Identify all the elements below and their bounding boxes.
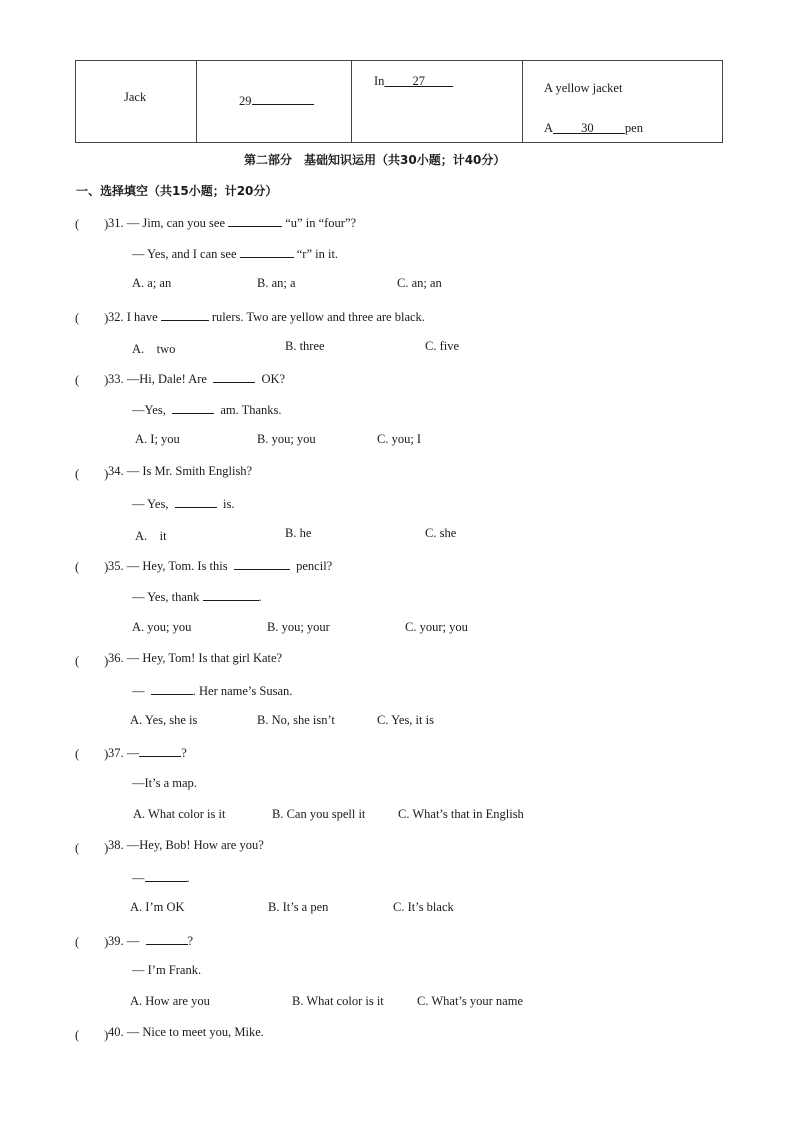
section-title: 一、选择填空（共15小题；计20分） <box>76 184 278 198</box>
question-stem: 36. — Hey, Tom! Is that girl Kate? <box>108 651 283 665</box>
option-a: A. How are you <box>130 994 210 1008</box>
option-a: A. I’m OK <box>130 900 185 914</box>
answer-paren: ( ) <box>75 467 109 481</box>
option-a: A. I; you <box>135 432 180 446</box>
option-a: A. a; an <box>132 276 172 290</box>
question-stem: 33. —Hi, Dale! Are OK? <box>108 372 286 386</box>
option-a: A. you; you <box>132 620 192 634</box>
table-cell-29 <box>197 61 352 143</box>
question-stem: 38. —Hey, Bob! How are you? <box>108 838 264 852</box>
table-cell-27 <box>352 61 523 143</box>
answer-paren: ( ) <box>75 654 109 668</box>
question-reply: —Yes, am. Thanks. <box>132 403 282 417</box>
cell-jacket-line2: A 30 pen <box>544 121 643 135</box>
question-stem: 35. — Hey, Tom. Is this pencil? <box>108 559 333 573</box>
answer-table <box>75 60 723 143</box>
option-b: B. an; a <box>257 276 296 290</box>
option-c: C. your; you <box>405 620 468 634</box>
option-b: B. It’s a pen <box>268 900 329 914</box>
option-b: B. he <box>285 526 312 540</box>
answer-paren: ( ) <box>75 1028 109 1042</box>
table-cell-name <box>76 61 197 143</box>
question-stem: 31. — Jim, can you see “u” in “four”? <box>108 216 357 230</box>
question-reply: — Yes, is. <box>132 497 235 511</box>
table-row <box>76 61 723 143</box>
option-a: A. What color is it <box>133 807 226 821</box>
cell-29-text: 29 <box>239 92 314 109</box>
answer-paren: ( ) <box>75 747 109 761</box>
cell-name-text: Jack <box>124 90 147 104</box>
question-reply: — Yes, and I can see “r” in it. <box>132 247 339 261</box>
answer-paren: ( ) <box>75 311 109 325</box>
answer-paren: ( ) <box>75 373 109 387</box>
answer-paren: ( ) <box>75 217 109 231</box>
option-c: C. an; an <box>397 276 442 290</box>
option-c: C. What’s that in English <box>398 807 524 821</box>
option-b: B. Can you spell it <box>272 807 366 821</box>
option-b: B. you; your <box>267 620 330 634</box>
question-stem: 32. I have rulers. Two are yellow and three are black. <box>108 310 425 324</box>
option-b: B. you; you <box>257 432 316 446</box>
option-b: B. three <box>285 339 325 353</box>
question-reply: — Yes, thank . <box>132 590 262 604</box>
answer-paren: ( ) <box>75 560 109 574</box>
option-c: C. five <box>425 339 460 353</box>
answer-paren: ( ) <box>75 935 109 949</box>
option-c: C. Yes, it is <box>377 713 434 727</box>
question-stem: 37. — ? <box>108 746 187 760</box>
table-cell-jacket <box>523 61 723 143</box>
question-reply: — I’m Frank. <box>132 963 202 977</box>
option-b: B. No, she isn’t <box>257 713 335 727</box>
option-a: A. two <box>132 342 176 356</box>
option-a: A. Yes, she is <box>130 713 198 727</box>
question-reply: — . Her name’s Susan. <box>132 684 293 698</box>
option-b: B. What color is it <box>292 994 384 1008</box>
cell-27-text: In 27 <box>374 74 426 88</box>
option-c: C. It’s black <box>393 900 454 914</box>
question-reply: — . <box>132 871 190 885</box>
option-a: A. it <box>135 529 167 543</box>
answer-paren: ( ) <box>75 841 109 855</box>
option-c: C. she <box>425 526 457 540</box>
option-c: C. What’s your name <box>417 994 523 1008</box>
question-stem: 40. — Nice to meet you, Mike. <box>108 1025 264 1039</box>
part-title: 第二部分 基础知识运用（共30小题；计40分） <box>244 153 506 167</box>
option-c: C. you; I <box>377 432 422 446</box>
question-stem: 34. — Is Mr. Smith English? <box>108 464 253 478</box>
question-stem: 39. — ? <box>108 934 194 948</box>
question-reply: —It’s a map. <box>132 776 197 790</box>
cell-jacket-line1: A yellow jacket <box>544 81 623 95</box>
